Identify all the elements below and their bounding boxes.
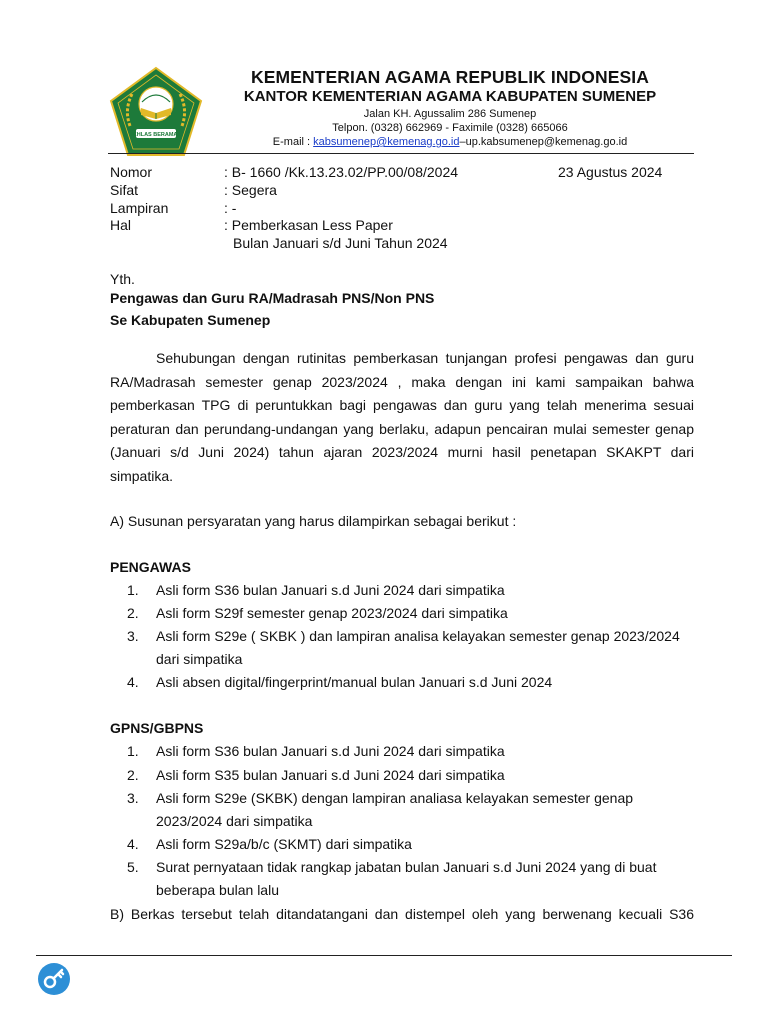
recipient-line-1: Pengawas dan Guru RA/Madrasah PNS/Non PNS bbox=[110, 290, 435, 306]
pengawas-item-1: Asli form S36 bulan Januari s.d Juni 2024 dari simpatika bbox=[156, 582, 505, 598]
pengawas-num-4: 4. bbox=[127, 674, 139, 690]
nomor-label: Nomor bbox=[110, 164, 153, 180]
logo-motto: IKHLAS BERAMAL bbox=[131, 132, 181, 138]
pengawas-item-2: Asli form S29f semester genap 2023/2024 dari simpatika bbox=[156, 605, 508, 621]
gpns-item-2: Asli form S35 bulan Januari s.d Juni 2024 dari simpatika bbox=[156, 767, 505, 783]
gpns-num-3: 3. bbox=[127, 790, 139, 806]
kemenag-logo bbox=[108, 66, 204, 158]
letterhead-divider bbox=[108, 153, 694, 154]
office-email bbox=[210, 136, 690, 148]
pengawas-item-3: Asli form S29e ( SKBK ) dan lampiran analisa kelayakan semester genap 2023/2024 dari simpatika bbox=[156, 628, 680, 667]
gpns-item-1: Asli form S36 bulan Januari s.d Juni 2024 dari simpatika bbox=[156, 743, 505, 759]
office-title: KANTOR KEMENTERIAN AGAMA KABUPATEN SUMENEP bbox=[243, 88, 657, 105]
nomor-value: : B- 1660 /Kk.13.23.02/PP.00/08/2024 bbox=[224, 164, 459, 180]
pengawas-item-4: Asli absen digital/fingerprint/manual bulan Januari s.d Juni 2024 bbox=[156, 674, 553, 690]
pengawas-title: PENGAWAS bbox=[110, 559, 191, 575]
hal-label: Hal bbox=[110, 217, 132, 233]
pengawas-num-2: 2. bbox=[127, 605, 139, 621]
lampiran-value: : - bbox=[224, 200, 237, 216]
sifat-value: : Segera bbox=[224, 182, 277, 198]
email-label: E-mail : bbox=[272, 136, 314, 148]
recipient-line-2: Se Kabupaten Sumenep bbox=[110, 312, 271, 328]
letter-date: 23 Agustus 2024 bbox=[558, 164, 663, 180]
lampiran-label: Lampiran bbox=[110, 200, 169, 216]
office-address: Jalan KH. Agussalim 286 Sumenep bbox=[363, 108, 537, 120]
footer-divider bbox=[36, 955, 732, 956]
gpns-num-4: 4. bbox=[127, 836, 139, 852]
pengawas-num-3: 3. bbox=[127, 628, 139, 644]
gpns-num-1: 1. bbox=[127, 743, 139, 759]
hal-value-2: Bulan Januari s/d Juni Tahun 2024 bbox=[233, 235, 448, 251]
office-phone: Telpon. (0328) 662969 - Faximile (0328) 665066 bbox=[332, 122, 568, 134]
email-rest: –up.kabsumenep@kemenag.go.id bbox=[459, 136, 628, 148]
email-link[interactable]: kabsumenep@kemenag.go.id bbox=[313, 136, 460, 148]
section-b: B) Berkas tersebut telah ditandatangani dan distempel oleh yang berwenang kecuali S36 bbox=[110, 906, 694, 922]
gpns-num-5: 5. bbox=[127, 859, 139, 875]
yth: Yth. bbox=[110, 271, 135, 287]
gpns-item-3: Asli form S29e (SKBK) dengan lampiran analiasa kelayakan semester genap 2023/2024 dari simpatika bbox=[156, 790, 634, 829]
section-a: A) Susunan persyaratan yang harus dilampirkan sebagai berikut : bbox=[110, 513, 517, 529]
gpns-num-2: 2. bbox=[127, 767, 139, 783]
hal-value-1: : Pemberkasan Less Paper bbox=[224, 217, 393, 233]
key-icon bbox=[38, 963, 70, 995]
sifat-label: Sifat bbox=[110, 182, 139, 198]
body-paragraph: Sehubungan dengan rutinitas pemberkasan tunjangan profesi pengawas dan guru RA/Madrasah semester genap 2023/2024 , maka dengan ini kami sampaikan bahwa pemberkasan TPG di peruntukkan bagi pengawas dan guru yang telah menerima sesuai peraturan dan perundang-undangan yang berlaku, adapun pencairan mulai semester genap (Januari s/d Juni 2024) tahun ajaran 2023/2024 murni hasil penetapan SKAKPT dari simpatika. bbox=[110, 350, 694, 484]
gpns-item-5: Surat pernyataan tidak rangkap jabatan bulan Januari s.d Juni 2024 yang di buat beberapa bulan lalu bbox=[156, 859, 657, 898]
pengawas-num-1: 1. bbox=[127, 582, 139, 598]
gpns-title: GPNS/GBPNS bbox=[110, 720, 204, 736]
gpns-item-4: Asli form S29a/b/c (SKMT) dari simpatika bbox=[156, 836, 412, 852]
ministry-title: KEMENTERIAN AGAMA REPUBLIK INDONESIA bbox=[250, 67, 649, 87]
viewer-badge[interactable] bbox=[38, 963, 70, 995]
